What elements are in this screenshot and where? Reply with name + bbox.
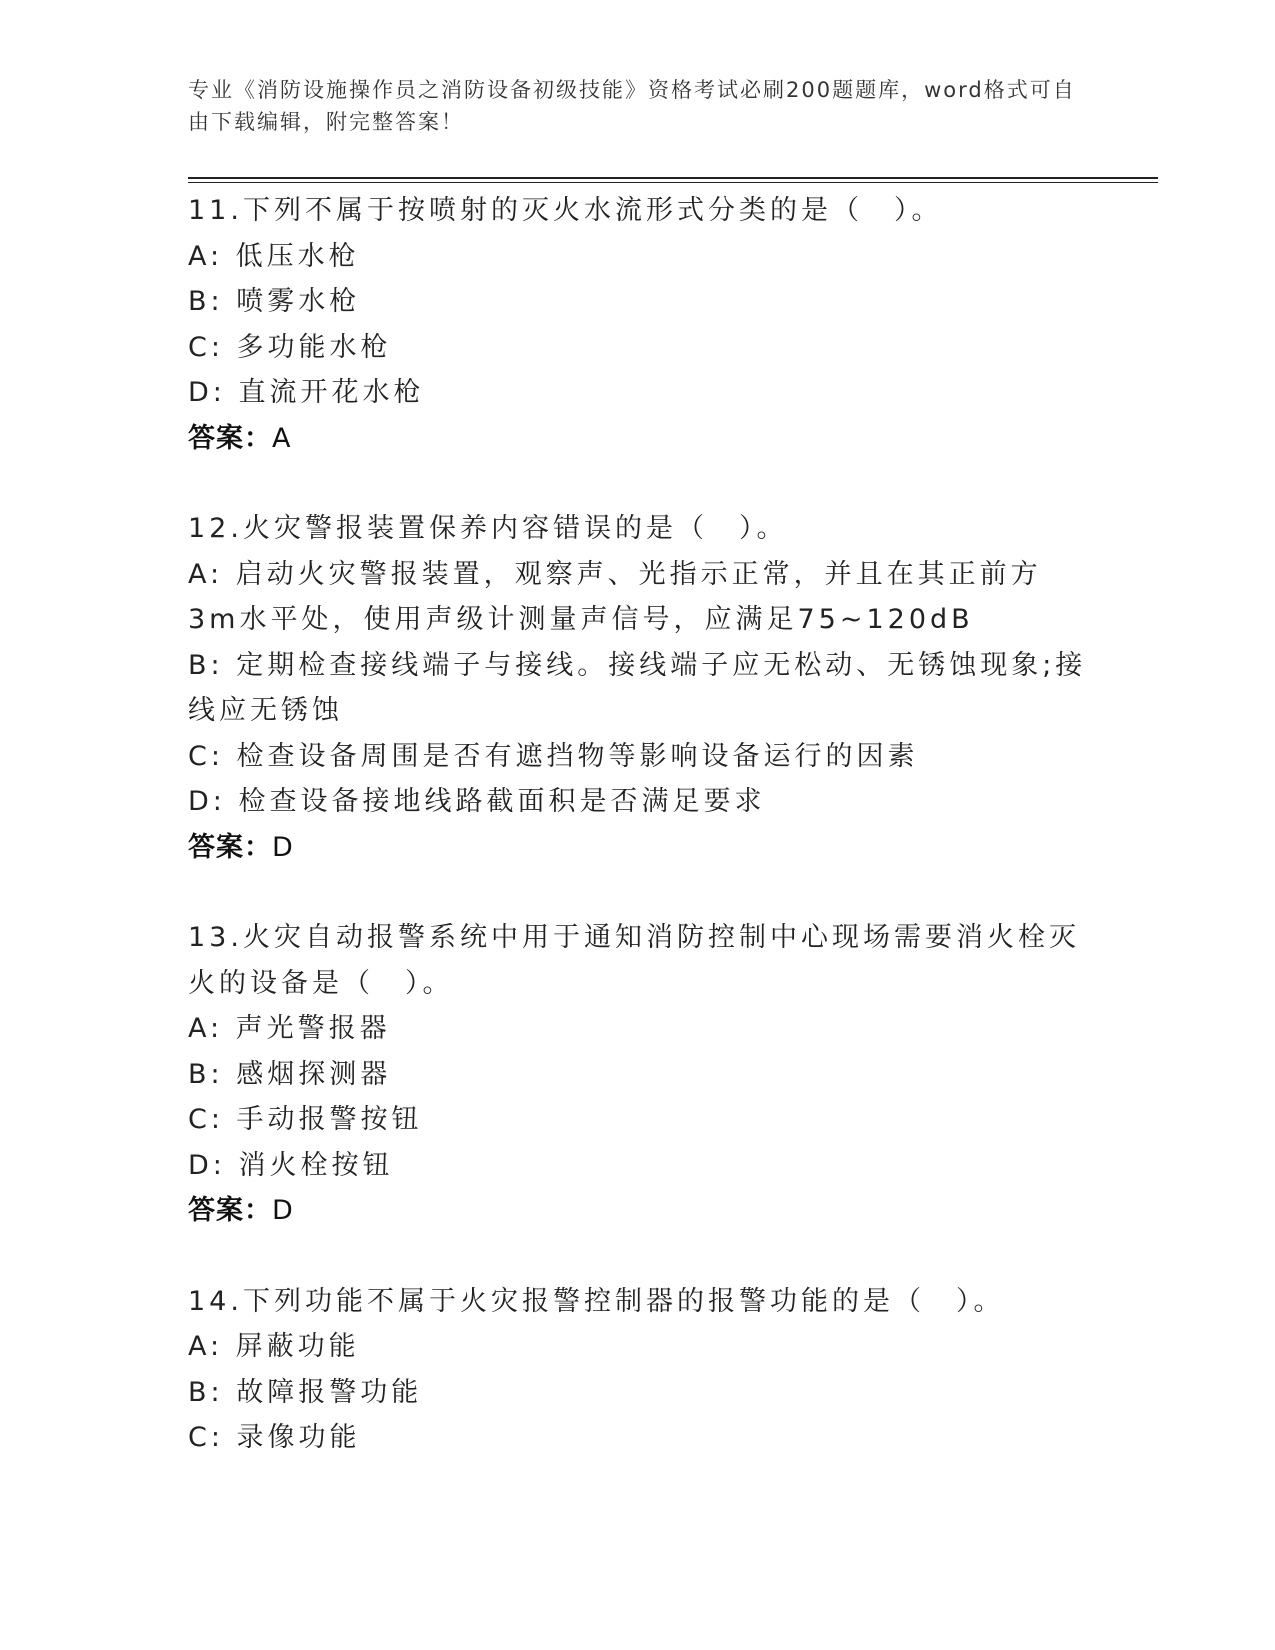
question-stem: 11.下列不属于按喷射的灭火水流形式分类的是（ ）。 [188,195,943,226]
header-divider-thin [188,182,1158,183]
option-a: A: 声光警报器 [188,1013,391,1044]
answer-label: 答案： [188,422,272,454]
option-a: A: 屏蔽功能 [188,1331,360,1362]
option-c: C: 多功能水枪 [188,331,392,363]
question-12 [188,506,1088,870]
header-divider-thick [188,177,1158,179]
option-c: C: 录像功能 [188,1422,361,1453]
answer-value: A [272,422,292,454]
question-14 [188,1279,1088,1461]
question-list [188,188,1088,1506]
answer-label: 答案： [188,831,272,863]
answer-label: 答案： [188,1195,272,1226]
option-c: C: 检查设备周围是否有遮挡物等影响设备运行的因素 [188,740,919,772]
option-a: A: 启动火灾警报装置，观察声、光指示正常，并且在其正前方3m水平处，使用声级计测量声信号，应满足75~120dB [188,558,1042,635]
answer-value: D [272,831,294,863]
option-b: B: 感烟探测器 [188,1058,392,1090]
question-stem: 13.火灾自动报警系统中用于通知消防控制中心现场需要消火栓灭火的设备是（ ）。 [188,922,1080,999]
question-stem: 12.火灾警报装置保养内容错误的是（ ）。 [188,513,788,544]
answer-line [188,825,1088,871]
option-d: D: 消火栓按钮 [188,1149,394,1181]
option-a: A: 低压水枪 [188,240,360,272]
answer-line [188,416,1088,462]
option-b: B: 故障报警功能 [188,1376,423,1408]
question-11 [188,188,1088,461]
option-b: B: 喷雾水枪 [188,286,361,317]
option-d: D: 检查设备接地线路截面积是否满足要求 [188,786,766,817]
option-d: D: 直流开花水枪 [188,377,425,408]
answer-line [188,1188,1088,1234]
option-c: C: 手动报警按钮 [188,1104,423,1135]
question-13 [188,915,1088,1234]
option-b: B: 定期检查接线端子与接线。接线端子应无松动、无锈蚀现象;接线应无锈蚀 [188,649,1087,726]
answer-value: D [272,1195,294,1226]
question-stem: 14.下列功能不属于火灾报警控制器的报警功能的是（ ）。 [188,1285,1005,1317]
document-header: 专业《消防设施操作员之消防设备初级技能》资格考试必刷200题题库，word格式可自由下载编辑，附完整答案！ [188,78,1076,134]
